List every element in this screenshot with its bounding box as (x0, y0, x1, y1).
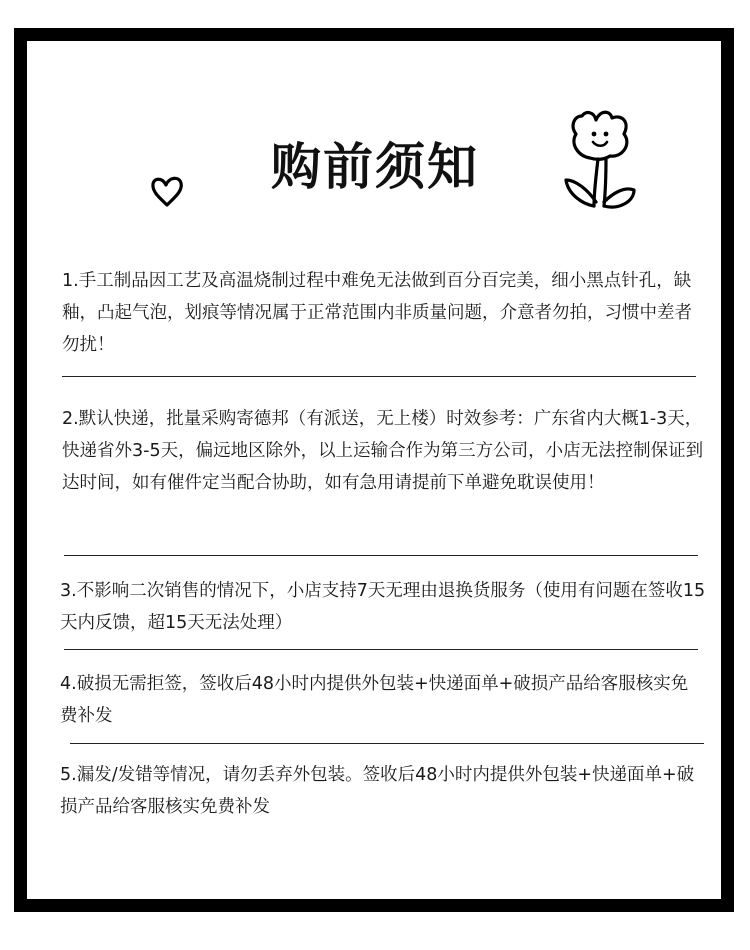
flower-doodle-icon (560, 106, 640, 228)
heart-doodle-icon (146, 170, 188, 212)
notice-item-5: 5.漏发/发错等情况，请勿丢弃外包装。签收后48小时内提供外包装+快递面单+破损产品给客服核实免费补发 (60, 765, 695, 817)
notice-item-2: 2.默认快递，批量采购寄德邦（有派送，无上楼）时效参考：广东省内大概1-3天，快递省外3-5天，偏远地区除外，以上运输合作为第三方公司，小店无法控制保证到达时间，如有催件定当配合协助，如有急用请提前下单避免耽误使用！ (62, 409, 704, 493)
notice-item-4: 4.破损无需拒签，签收后48小时内提供外包装+快递面单+破损产品给客服核实免费补发 (60, 674, 689, 726)
divider-3 (64, 649, 698, 650)
page-title: 购前须知 (271, 138, 479, 196)
divider-4 (70, 743, 704, 744)
divider-2 (64, 555, 698, 556)
notice-item-1: 1.手工制品因工艺及高温烧制过程中难免无法做到百分百完美，细小黑点针孔，缺釉，凸起气泡，划痕等情况属于正常范围内非质量问题，介意者勿拍，习惯中差者勿扰！ (62, 271, 692, 355)
divider-1 (62, 376, 696, 377)
notice-item-3: 3.不影响二次销售的情况下，小店支持7天无理由退换货服务（使用有问题在签收15天内反馈，超15天无法处理） (60, 581, 706, 633)
